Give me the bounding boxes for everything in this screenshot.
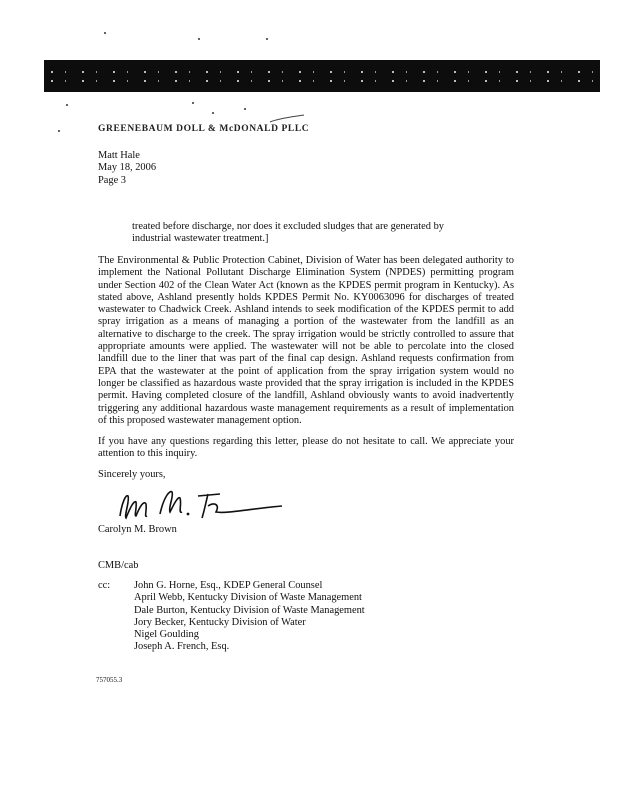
quote-line-1: treated before discharge, nor does it excluded sludges that are generated by <box>132 221 444 232</box>
cc-recipient: Dale Burton, Kentucky Division of Waste Management <box>134 604 365 616</box>
cc-recipient: John G. Horne, Esq., KDEP General Counsel <box>134 580 323 591</box>
document-number: 757055.3 <box>96 676 123 684</box>
body-paragraph-2: If you have any questions regarding this letter, please do not hesitate to call. We appreciate your attention to this inquiry. <box>98 436 514 460</box>
body-paragraph-1: The Environmental & Public Protection Cabinet, Division of Water has been delegated authority to implement the National Pollutant Discharge Elimination System (NPDES) permitting program under Section 402 of the Clean Water Act (known as the KPDES permit program in Kentucky). As stated above, Ashland presently holds KPDES Permit No. KY0063096 for discharges of treated wastewater to Chadwick Creek. Ashland intends to seek modification of the KPDES permit to add spray irrigation as a means of managing a portion of the wastewater from the landfill as an alternative to discharge to the creek. The spray irrigation would be strictly controlled to assure that appropriate amounts were applied. The wastewater will not be able to percolate into the closed landfill due to the liner that was part of the final cap design. Ashland requests confirmation from EPA that the wastewater at the point of application from the spray irrigation system would no longer be classified as hazardous waste provided that the spray irrigation is included in the KPDES permit. Having completed closure of the landfill, Ashland obviously wants to avoid inadvertently triggering any additional hazardous waste management requirements as a result of implementation of this proposed wastewater management option. <box>98 255 514 426</box>
scan-speck <box>104 32 106 34</box>
scan-speck <box>66 104 68 106</box>
scan-speck <box>244 108 246 110</box>
typist-initials: CMB/cab <box>98 560 139 571</box>
page-number: Page 3 <box>98 174 126 186</box>
scan-speck <box>58 130 60 132</box>
closing-salutation: Sincerely yours, <box>98 469 166 480</box>
cc-recipient: Jory Becker, Kentucky Division of Water <box>134 616 306 628</box>
recipient-name: Matt Hale <box>98 150 140 161</box>
continued-quote <box>132 221 532 246</box>
cc-list <box>134 580 365 654</box>
cc-label: cc: <box>98 580 111 591</box>
scan-speck <box>212 112 214 114</box>
page-header <box>98 150 156 187</box>
handwritten-signature <box>116 486 286 526</box>
scan-speck <box>198 38 200 40</box>
scan-speck <box>266 38 268 40</box>
letter-date: May 18, 2006 <box>98 162 157 174</box>
quote-line-2: industrial wastewater treatment.] <box>132 233 269 245</box>
cc-recipient: Joseph A. French, Esq. <box>134 641 230 653</box>
scan-speck <box>192 102 194 104</box>
signer-name: Carolyn M. Brown <box>98 524 177 535</box>
cc-recipient: Nigel Goulding <box>134 629 199 641</box>
letterhead-firm-name: GREENEBAUM DOLL & McDONALD PLLC <box>98 124 310 134</box>
cc-recipient: April Webb, Kentucky Division of Waste Management <box>134 592 362 604</box>
fax-header-bar <box>44 60 600 92</box>
